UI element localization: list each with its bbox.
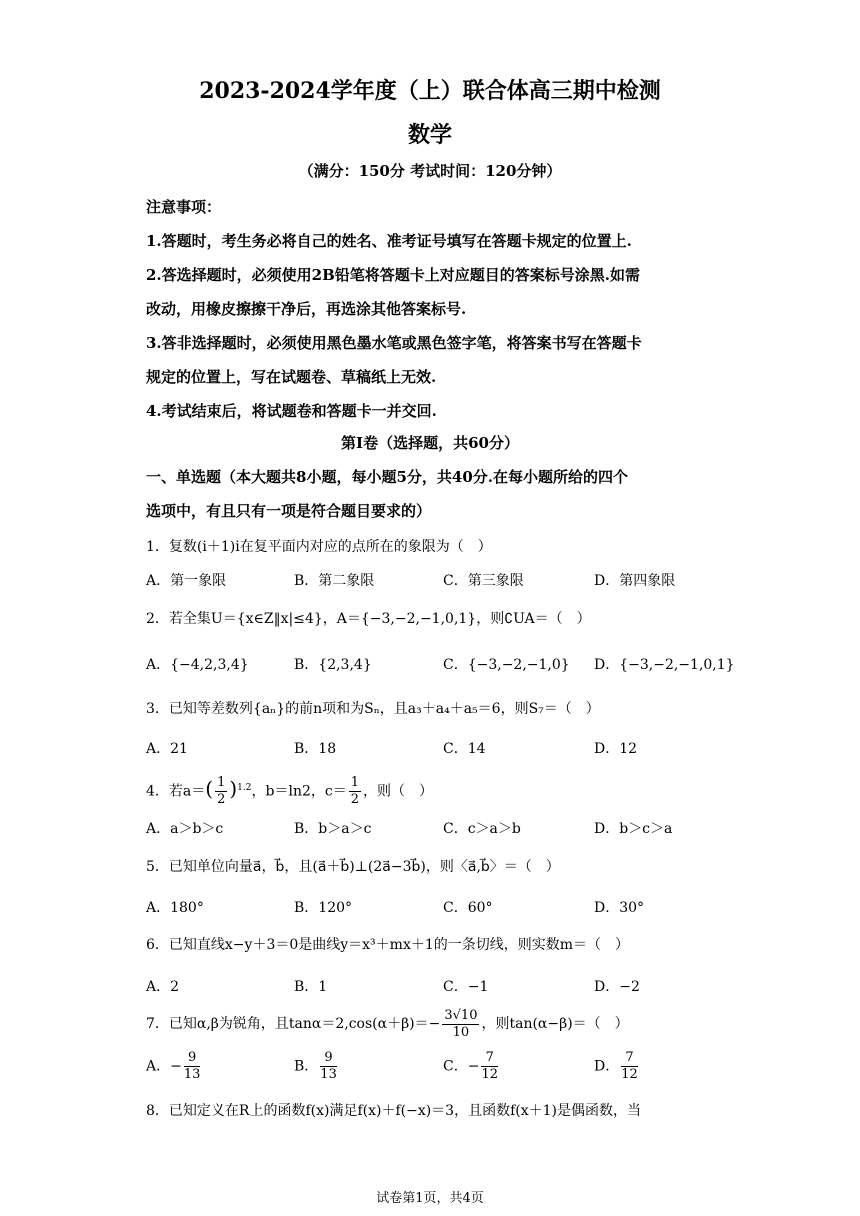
- option-b: B．1: [294, 979, 328, 995]
- note-line: 2.答选择题时，必须使用2B铅笔将答题卡上对应题目的答案标号涂黑.如需: [146, 266, 640, 284]
- option-c: C．14: [443, 741, 486, 757]
- fraction: $\frac{1}{2}$: [350, 775, 359, 808]
- option-b: B． $\frac{9}{13}$: [294, 1050, 337, 1082]
- option-b: B．18: [294, 741, 337, 757]
- section-title: 第Ⅰ卷（选择题，共60分）: [341, 434, 519, 452]
- section-intro: 一、单选题（本大题共8小题，每小题5分，共40分.在每小题所给的四个: [146, 468, 628, 486]
- question-stem: 5．已知单位向量a⃗，b⃗，且(a⃗＋b⃗)⊥(2a⃗−3b⃗)，则〈a⃗,b⃗〉＝（ ）: [146, 859, 560, 875]
- option-b: B．120°: [294, 900, 353, 916]
- question-stem: 6．已知直线x−y＋3＝0是曲线y＝x³＋mx＋1的一条切线，则实数m＝（ ）: [146, 937, 630, 953]
- question-stem: 1．复数(i＋1)i在复平面内对应的点所在的象限为（ ）: [146, 539, 492, 555]
- note-line: 改动，用橡皮擦擦干净后，再选涂其他答案标号.: [146, 300, 467, 318]
- option-d: D． $\frac{7}{12}$: [594, 1050, 638, 1082]
- exam-meta: （满分：150分 考试时间：120分钟）: [298, 162, 562, 180]
- note-line: 规定的位置上，写在试题卷、草稿纸上无效.: [146, 368, 437, 386]
- option-c: C．− $\frac{7}{12}$: [443, 1050, 498, 1082]
- question-stem: 8．已知定义在R上的函数f(x)满足f(x)＋f(−x)＝3，且函数f(x＋1)是偶函数，当: [146, 1103, 641, 1119]
- option-d: D．第四象限: [594, 573, 676, 589]
- option-c: C．c＞a＞b: [443, 821, 521, 837]
- question-stem: 3．已知等差数列{aₙ}的前n项和为Sₙ，且a₃＋a₄＋a₅＝6，则S₇＝（ ）: [146, 701, 600, 717]
- question-stem: 7．已知α,β为锐角，且tanα＝2,cos(α＋β)＝− $\frac{3√10}{10}$ ，则tan(α−β)＝（ ）: [146, 1007, 629, 1040]
- question-stem: 4．若a＝( $\frac{1}{2}$ )$^{1.2}$，b＝ln2，c＝ $\frac{1}{2}$ ，则（ ）: [146, 775, 433, 808]
- option-a: A．21: [146, 741, 188, 757]
- option-c: C．−1: [443, 979, 489, 995]
- section-intro: 选项中，有且只有一项是符合题目要求的）: [146, 502, 432, 520]
- option-d: D．b＞c＞a: [594, 821, 673, 837]
- option-c: C．{−3,−2,−1,0}: [443, 657, 570, 673]
- option-c: C．60°: [443, 900, 493, 916]
- notes-heading: 注意事项：: [146, 198, 222, 216]
- option-a: A．a＞b＞c: [146, 821, 224, 837]
- option-d: D．30°: [594, 900, 645, 916]
- option-a: A．第一象限: [146, 573, 227, 589]
- option-b: B．{2,3,4}: [294, 657, 372, 673]
- option-c: C．第三象限: [443, 573, 524, 589]
- exam-title: 2023-2024学年度（上）联合体高三期中检测: [199, 78, 661, 104]
- option-a: A．2: [146, 979, 180, 995]
- note-line: 3.答非选择题时，必须使用黑色墨水笔或黑色签字笔，将答案书写在答题卡: [146, 334, 642, 352]
- fraction: $\frac{1}{2}$: [217, 775, 226, 808]
- page-footer: 试卷第1页，共4页: [376, 1191, 484, 1206]
- note-line: 4.考试结束后，将试题卷和答题卡一并交回.: [146, 402, 437, 420]
- option-a: A．− $\frac{9}{13}$: [146, 1050, 201, 1082]
- option-d: D．{−3,−2,−1,0,1}: [594, 657, 735, 673]
- option-b: B．b＞a＞c: [294, 821, 372, 837]
- fraction: $\frac{3√10}{10}$: [444, 1007, 478, 1040]
- option-a: A．180°: [146, 900, 204, 916]
- option-b: B．第二象限: [294, 573, 375, 589]
- question-stem: 2．若全集U＝{x∈Z‖x|≤4}，A＝{−3,−2,−1,0,1}，则∁UA＝（ ）: [146, 611, 591, 627]
- option-d: D．−2: [594, 979, 640, 995]
- option-d: D．12: [594, 741, 638, 757]
- note-line: 1.答题时，考生务必将自己的姓名、准考证号填写在答题卡规定的位置上.: [146, 232, 632, 250]
- subject-title: 数学: [407, 122, 452, 148]
- option-a: A．{−4,2,3,4}: [146, 657, 249, 673]
